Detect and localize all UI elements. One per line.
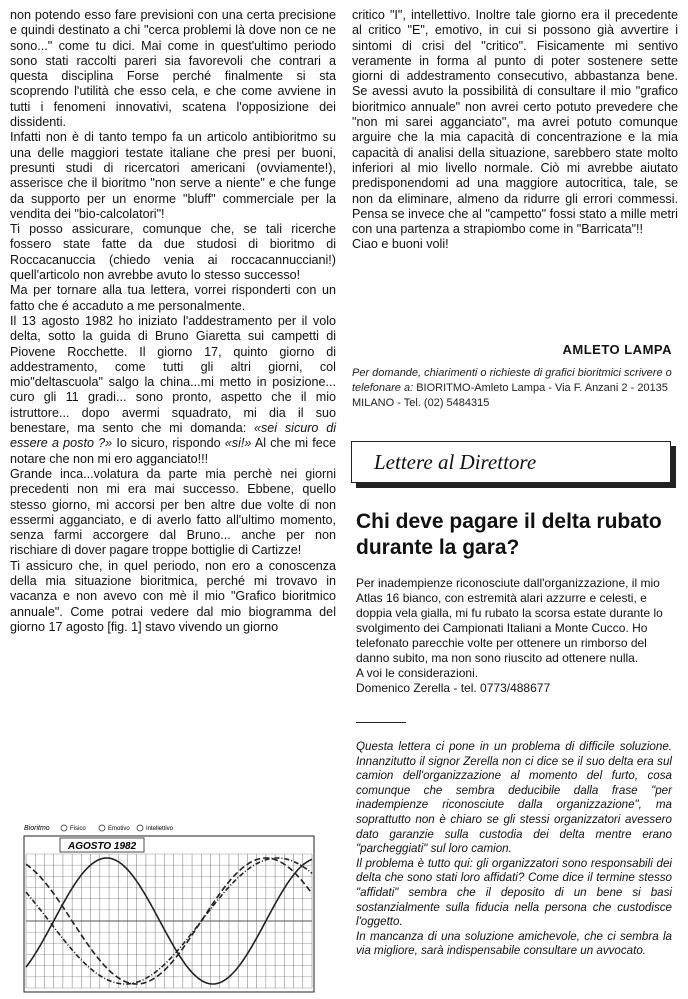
paragraph: Grande inca...volatura da parte mia perchè nei giorni precedenti non mi era mai successo. Ebbene, quello stesso giorno, mi accorsi per ben altre due volte di non essermi agganciato, e di averlo fatto all'ultimo momento, senza farmi accorgere dal Bruno... anche per non rischiare di dover pagare troppe bottiglie di Cartizze! (10, 466, 336, 558)
biorhythm-figure (22, 818, 328, 994)
contact-info (352, 366, 672, 411)
chart-grid (26, 854, 312, 988)
month-label: AGOSTO 1982 (68, 841, 137, 852)
paragraph-text: Il 13 agosto 1982 ho iniziato l'addestramento per il volo delta, sotto la guida di Bruno Giaretta sui campetti di Piovene Rocchette. Il giorno 17, quinto giorno di addestramento, come tutti gli altri giorni, col mio"deltascuola" salgo la china...mi metto in posizione... curo gli 11 gradi... sono pronto, aspetto che il mio istruttore... dopo avermi squadrato, mi dia il suo benestare, ma sento che mi domanda: (10, 313, 336, 436)
paragraph: Ti assicuro che, in quel periodo, non ero a conoscenza della mia situazione bioritmica, perché mi trovavo in vacanza e non avevo con mè il mio "Grafico bioritmico annuale". Come potrai vedere dal mio biogramma del giorno 17 agosto [fig. 1] stavo vivendo un giorno (10, 558, 336, 634)
legend-radio-icon (61, 825, 67, 831)
legend-option: Fisico (70, 826, 86, 832)
author-signature: AMLETO LAMPA (562, 342, 672, 357)
letter-author: Domenico Zerella - tel. 0773/488677 (356, 681, 551, 695)
paragraph (10, 314, 336, 467)
letter-closing: A voi le considerazioni. (356, 666, 479, 680)
paragraph: Ti posso assicurare, comunque che, se tali ricerche fossero state fatte da due studosi di bioritmo di Roccacanuccia (chiedo venia ai roccacannucciani!) quell'articolo non avrebbe avuto lo stesso successo! (10, 222, 336, 283)
contact-intro: Per domande, chiarimenti o richieste di grafici bioritmici scrivere o telefonare a: (352, 367, 672, 394)
paragraph-text: Al che mi fece notare che non mi ero agganciato!!! (10, 436, 336, 466)
article-headline: Chi deve pagare il delta rubato durante la gara? (356, 510, 662, 559)
legend-option: Emotivo (108, 826, 130, 832)
legend-radio-icon (99, 825, 105, 831)
section-title: Lettere al Direttore (374, 450, 537, 474)
legend-title: Bioritmo (24, 825, 50, 832)
editor-reply (356, 740, 672, 959)
biorhythm-chart (22, 818, 328, 994)
letter-body: Per inadempienze riconosciute dall'organizzazione, il mio Atlas 16 bianco, con estremità alari azzurre e celesti, e doppia vela gialla, mi fu rubato la scorsa estate durante lo svolgimento dei Campionati Italiani a Monte Cucco. Ho telefonato parecchie volte per ottenere un rimborso del danno subito, ma non sono riuscito ad ottenere nulla. (356, 576, 663, 665)
paragraph: Il problema è tutto qui: gli organizzatori sono responsabili dei delta che sono stati loro affidati? Come dice il termine stesso "affidati" sembra che il deposito di un bene si basi sostanzialmente sulla fiducia nella persona che custodisce l'oggetto. (356, 856, 672, 929)
paragraph: In mancanza di una soluzione amichevole, che ci sembra la via migliore, sarà indispensabile consultare un avvocato. (356, 929, 672, 958)
legend-radio-icon (137, 825, 143, 831)
paragraph: Ma per tornare alla tua lettera, vorrei risponderti con un fatto che é accaduto a me personalmente. (10, 283, 336, 313)
quote: «si!» (224, 436, 252, 451)
quote: «sei sicuro di essere a posto ?» (10, 421, 337, 451)
divider (356, 722, 406, 723)
left-column (10, 8, 336, 635)
paragraph: Ciao e buoni voli! (352, 237, 449, 252)
paragraph: critico "I", intellettivo. Inoltre tale giorno era il precedente al critico "E", emotivo, in cui si possono già avvertire i sintomi di crisi del "critico". Fisicamente mi sentivo veramente in forma al punto di poter sostenere sette giorni di addestramento consecutivo, abbastanza bene. Se avessi avuto la possibilità di consultare il mio "grafico bioritmico annuale" non avrei certo potuto prevedere che "non mi sarei agganciato", ma avrei potuto comunque arguire che la mia capacità di concentrazione e la mia capacità di analisi della situazione, sarebbero state molto inferiori al mio livello normale. Ciò mi avrebbe aiutato predisponendomi ad una maggiore autocritica, tale, se non da eliminare, almeno da ridurre gli errori commessi. Pensa se invece che al "campetto" fossi stato a mille metri con una partenza a strapiombo come in "Barricata"!! (352, 8, 678, 237)
contact-address: BIORITMO-Amleto Lampa - Via F. Anzani 2 - 20135 MILANO - Tel. (02) 5484315 (352, 382, 668, 409)
paragraph: Questa lettera ci pone in un problema di difficile soluzione. Innanzitutto il signor Zerella non ci dice se il suo delta era sul camion dell'organizzazione al momento del furto, cosa comunque che sembra deducibile dalla frase "per inadempienze riconosciute dalla organizzazione", ma soprattutto non è chiaro se gli stessi organizzatori avessero dato garanzie sulla custodia dei delta mentre erano "parcheggiati" sul loro camion. (356, 740, 672, 856)
paragraph: Infatti non è di tanto tempo fa un articolo antibioritmo su una delle maggiori testate italiane che presi per buoni, presunti studi di ricercatori americani (ovviamente!), asserisce che il bioritmo "non serve a niente" e che funge da supporto per un enorme "bluff" commerciale per la vendita dei "bio-calcolatori"! (10, 130, 336, 221)
paragraph: non potendo esso fare previsioni con una certa precisione e quindi destinato a chi "cerca problemi là dove non ce ne sono..." come tu dici. Mai come in quest'ultimo periodo sono stati raccolti pareri sia favorevoli che contrari a questa disciplina Forse perché finalmente si sta scoprendo l'utilità che esso cela, e che come avviene in tutti i fenomeni innovativi, scatena l'opposizione dei dissidenti. (10, 8, 336, 130)
paragraph-text: Io sicuro, rispondo (112, 436, 225, 451)
right-column (352, 8, 678, 253)
section-header (351, 441, 671, 483)
reader-letter (356, 576, 672, 696)
legend-option: Intellettivo (146, 826, 174, 832)
